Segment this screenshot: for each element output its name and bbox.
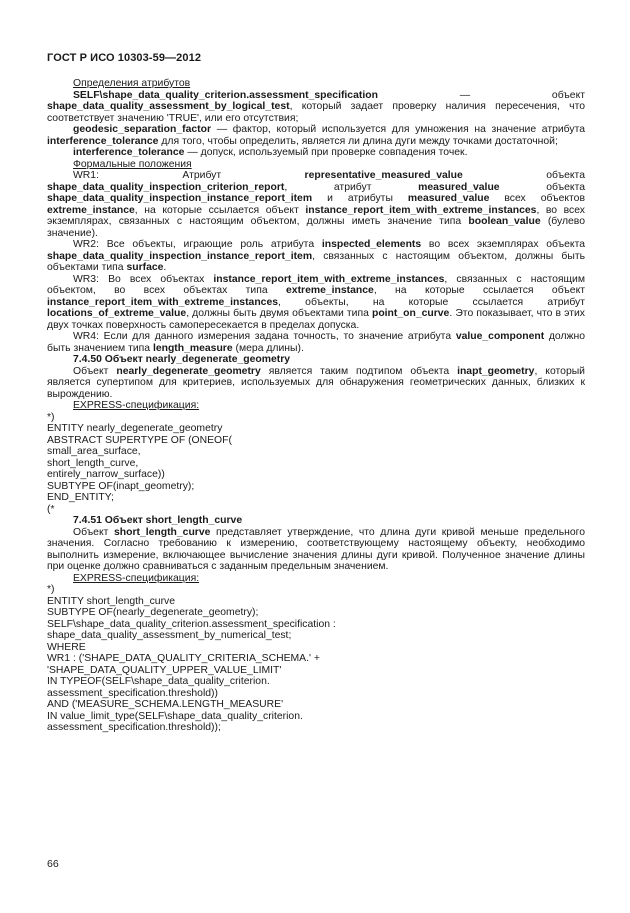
text-run: и атрибуты — [312, 193, 408, 204]
text-run: , на которые ссылается объект — [134, 204, 306, 216]
page-number: 66 — [47, 858, 59, 870]
text-run: , атрибут — [284, 181, 419, 193]
text-run: (мера длины). — [232, 342, 304, 354]
bold-term: point_on_curve — [371, 308, 450, 319]
bold-term: boolean_value — [468, 216, 541, 227]
text-run: EXPRESS-спецификация: — [73, 400, 200, 411]
bold-term: nearly_degenerate_geometry — [116, 365, 261, 377]
text-run: *) ENTITY nearly_degenerate_geometry ABSTRACT SUPERTYPE OF (ONEOF( small_area_surface, short_length_curve, entirely_narrow_surface)) SUBTYPE OF(inapt_geometry); END_ENTITY; (* — [47, 411, 232, 515]
text-run: — фактор, который используется для умножения на значение атрибута — [211, 124, 585, 135]
bold-term: shape_data_quality_inspection_criterion_report — [47, 181, 285, 193]
text-run: Объект — [73, 365, 117, 377]
text-run: представляет утверждение, что длина дуги кривой меньше предельного значения. Согласно требованию к измерению, соответствующему настоящему объекту, необходимо выполнить измерение, включающее вычисление значения длины дуги кривой. Полученное значение длины при оценке должно сравниваться с заданным предельным значением. — [47, 526, 585, 572]
subsection-label — [47, 159, 585, 171]
paragraph — [47, 331, 585, 354]
bold-term: SELF\shape_data_quality_criterion.assessment_specification — [73, 89, 378, 101]
bold-term: instance_report_item_with_extreme_instances — [47, 296, 279, 308]
text-run: . — [163, 262, 167, 273]
section-heading — [47, 515, 585, 527]
document-page — [47, 52, 585, 734]
text-run: Определения атрибутов — [73, 78, 191, 89]
text-run: WR4: Если для данного измерения задана точность, то значение атрибута — [73, 331, 456, 342]
text-run: , должны быть двумя объектами типа — [186, 308, 372, 319]
bold-term: inspected_elements — [321, 239, 422, 250]
text-run: — объект — [377, 89, 585, 101]
bold-term: interference_tolerance — [47, 135, 159, 147]
paragraph — [47, 124, 585, 147]
section-heading — [47, 354, 585, 366]
text-run: , объекты, на которые ссылается атрибут — [278, 296, 585, 308]
text-run: должно быть значением типа — [47, 331, 586, 354]
bold-term: surface — [126, 262, 164, 273]
text-run: , связанных с настоящим объектом, во всех объектах типа — [47, 273, 585, 296]
code-block — [47, 412, 585, 516]
text-run: EXPRESS-спецификация: — [73, 572, 200, 584]
text-run: во всех экземплярах объекта — [421, 239, 585, 250]
text-run: . Это показывает, что в этих двух точках поверхность самопересекается в пределах допуска. — [47, 308, 585, 331]
text-run: объекта — [462, 170, 585, 181]
text-run: 7.4.50 Объект nearly_degenerate_geometry — [73, 354, 291, 365]
paragraph — [47, 170, 585, 239]
text-run: (булево значение). — [47, 216, 585, 239]
text-run: 7.4.51 Объект short_length_curve — [73, 515, 243, 526]
subsection-label — [47, 400, 585, 412]
text-run: , связанных с настоящим объектом, должны быть объектами типа — [47, 250, 585, 273]
text-run: — допуск, используемый при проверке совпадения точек. — [184, 147, 468, 158]
paragraph — [47, 239, 585, 274]
bold-term: interference_tolerance — [73, 147, 185, 158]
text-run: WR2: Все объекты, играющие роль атрибута — [73, 239, 322, 250]
paragraph — [47, 90, 585, 125]
text-run: WR1: Атрибут — [73, 170, 305, 181]
bold-term: shape_data_quality_inspection_instance_report_item — [47, 250, 313, 262]
bold-term: shape_data_quality_assessment_by_logical_test — [47, 101, 290, 112]
text-run: является таким подтипом объекта — [260, 365, 458, 377]
bold-term: measured_value — [407, 193, 490, 204]
bold-term: locations_of_extreme_value — [47, 308, 187, 319]
bold-term: extreme_instance — [286, 285, 374, 296]
bold-term: instance_report_item_with_extreme_instances — [305, 204, 537, 216]
bold-term: length_measure — [152, 342, 233, 354]
bold-term: short_length_curve — [113, 526, 211, 538]
code-block — [47, 584, 585, 734]
paragraph — [47, 527, 585, 573]
paragraph — [47, 147, 585, 159]
document-body — [47, 78, 585, 734]
paragraph — [47, 366, 585, 401]
bold-term: inapt_geometry — [457, 365, 535, 377]
subsection-label — [47, 78, 585, 90]
paragraph — [47, 274, 585, 332]
bold-term: measured_value — [418, 181, 500, 193]
text-run: , во всех экземплярах, связанных с настоящим объектом, должны иметь значение типа — [47, 204, 585, 227]
document-header: ГОСТ Р ИСО 10303-59—2012 — [47, 52, 202, 64]
text-run: Объект — [73, 526, 114, 538]
bold-term: instance_report_item_with_extreme_instances — [213, 273, 445, 285]
text-run: WR3: Во всех объектах — [73, 273, 214, 285]
text-run: объекта — [499, 181, 585, 193]
subsection-label — [47, 573, 585, 585]
bold-term: representative_measured_value — [304, 170, 463, 181]
bold-term: geodesic_separation_factor — [73, 124, 212, 135]
bold-term: extreme_instance — [47, 204, 135, 216]
bold-term: value_component — [455, 331, 545, 342]
text-run: , который задает проверку наличия пересечения, что соответствует значению 'TRUE', или его отсутствия; — [47, 101, 585, 124]
text-run: , который является супертипом для критериев, используемых для обнаружения геометрических данных, близких к вырождению. — [47, 365, 585, 400]
text-run: *) ENTITY short_length_curve SUBTYPE OF(nearly_degenerate_geometry); SELF\shape_data_quality_criterion.assessment_specification : shape_data_quality_assessment_by_numerical_test; WHERE WR1 : ('SHAPE_DATA_QUALITY_CRITERIA_SCHEMA.' + 'SHAPE_DATA_QUALITY_UPPER_VALUE_LIMIT' IN TYPEOF(SELF\shape_data_quality_criterion. assessment_specification.threshold)) AND ('MEASURE_SCHEMA.LENGTH_MEASURE' IN value_limit_type(SELF\shape_data_quality_criterion. assessment_specification.threshold)); — [47, 584, 336, 733]
text-run: , на которые ссылается объект — [373, 285, 585, 296]
text-run: для того, чтобы определить, является ли длина дуги между точками достаточной; — [158, 135, 558, 147]
text-run: Формальные положения — [73, 158, 192, 170]
bold-term: shape_data_quality_inspection_instance_report_item — [47, 193, 313, 204]
text-run: всех объектов — [489, 193, 585, 204]
